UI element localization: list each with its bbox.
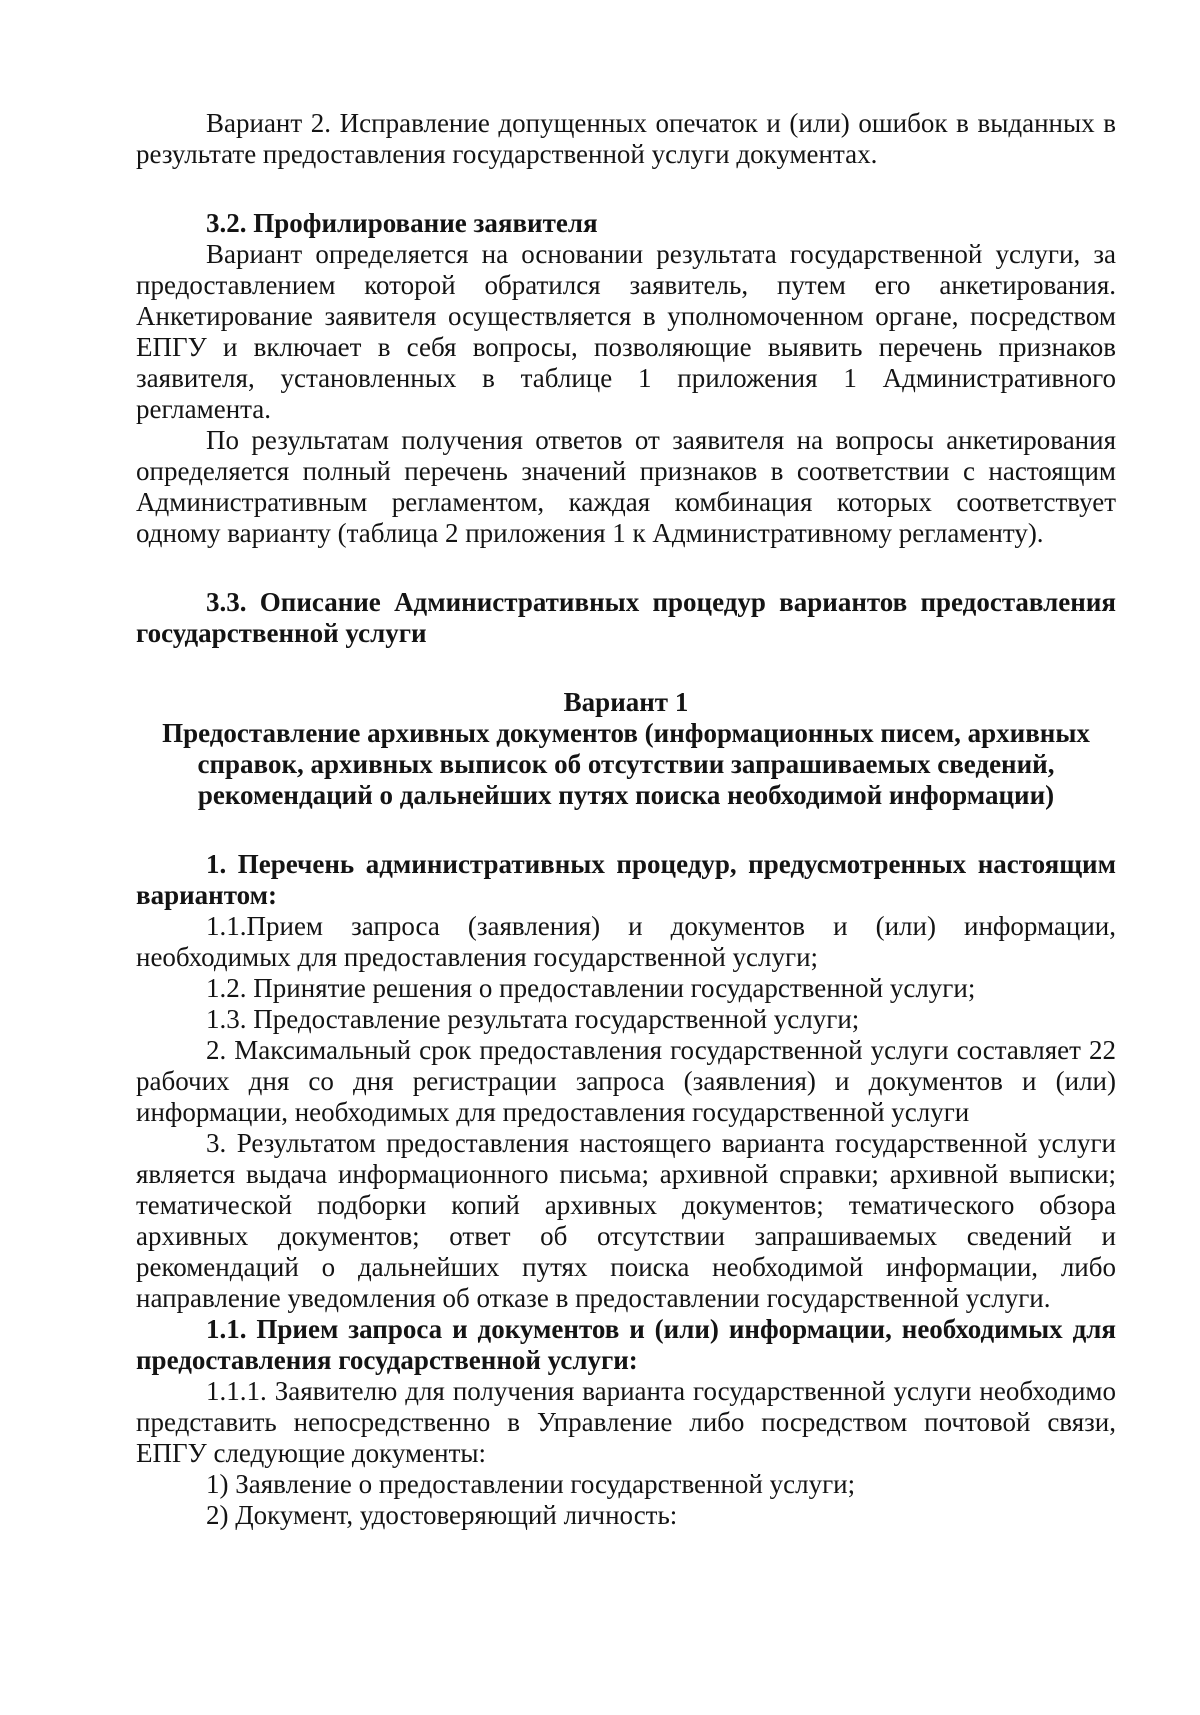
section-3-2-paragraph-1: Вариант определяется на основании результата государственной услуги, за предоставлением которой обратился заявитель, путем его анкетирования. Анкетирование заявителя осуществляется в уполномоченном органе, посредством ЕПГУ и включает в себя вопросы, позволяющие выявить перечень признаков заявителя, установленных в таблице 1 приложения 1 Административного регламента. bbox=[136, 239, 1116, 424]
list-item-1-2: 1.2. Принятие решения о предоставлении государственной услуги; bbox=[206, 973, 976, 1003]
document-item-1: 1) Заявление о предоставлении государственной услуги; bbox=[206, 1469, 856, 1499]
section-3-2-heading: 3.2. Профилирование заявителя bbox=[206, 208, 598, 238]
document-item-2: 2) Документ, удостоверяющий личность: bbox=[206, 1500, 678, 1530]
variant2-paragraph: Вариант 2. Исправление допущенных опечаток и (или) ошибок в выданных в результате предоставления государственной услуги документах. bbox=[136, 108, 1116, 169]
list-item-2: 2. Максимальный срок предоставления государственной услуги составляет 22 рабочих дня со дня регистрации запроса (заявления) и документов и (или) информации, необходимых для предоставления государственной услуги bbox=[136, 1035, 1116, 1127]
variant-1-subtitle: Предоставление архивных документов (информационных писем, архивных справок, архивных выписок об отсутствии запрашиваемых сведений, рекомендаций о дальнейших путях поиска необходимой информации) bbox=[162, 718, 1090, 810]
list-item-1-1: 1.1.Прием запроса (заявления) и документов и (или) информации, необходимых для предоставления государственной услуги; bbox=[136, 911, 1116, 972]
list-item-1-3: 1.3. Предоставление результата государственной услуги; bbox=[206, 1004, 860, 1034]
list-item-1-1-1: 1.1.1. Заявителю для получения варианта государственной услуги необходимо представить непосредственно в Управление либо посредством почтовой связи, ЕПГУ следующие документы: bbox=[136, 1376, 1116, 1468]
procedures-list-heading: 1. Перечень административных процедур, предусмотренных настоящим вариантом: bbox=[136, 849, 1116, 910]
section-1-1-heading: 1.1. Прием запроса и документов и (или) информации, необходимых для предоставления государственной услуги: bbox=[136, 1314, 1116, 1375]
section-3-2-paragraph-2: По результатам получения ответов от заявителя на вопросы анкетирования определяется полный перечень значений признаков в соответствии с настоящим Административным регламентом, каждая комбинация которых соответствует одному варианту (таблица 2 приложения 1 к Административному регламенту). bbox=[136, 425, 1116, 548]
variant-1-title: Вариант 1 bbox=[563, 687, 689, 717]
section-3-3-heading: 3.3. Описание Административных процедур вариантов предоставления государственной услуги bbox=[136, 587, 1116, 648]
list-item-3: 3. Результатом предоставления настоящего варианта государственной услуги является выдача информационного письма; архивной справки; архивной выписки; тематической подборки копий архивных документов; тематического обзора архивных документов; ответ об отсутствии запрашиваемых сведений и рекомендаций о дальнейших путях поиска необходимой информации, либо направление уведомления об отказе в предоставлении государственной услуги. bbox=[136, 1128, 1116, 1313]
